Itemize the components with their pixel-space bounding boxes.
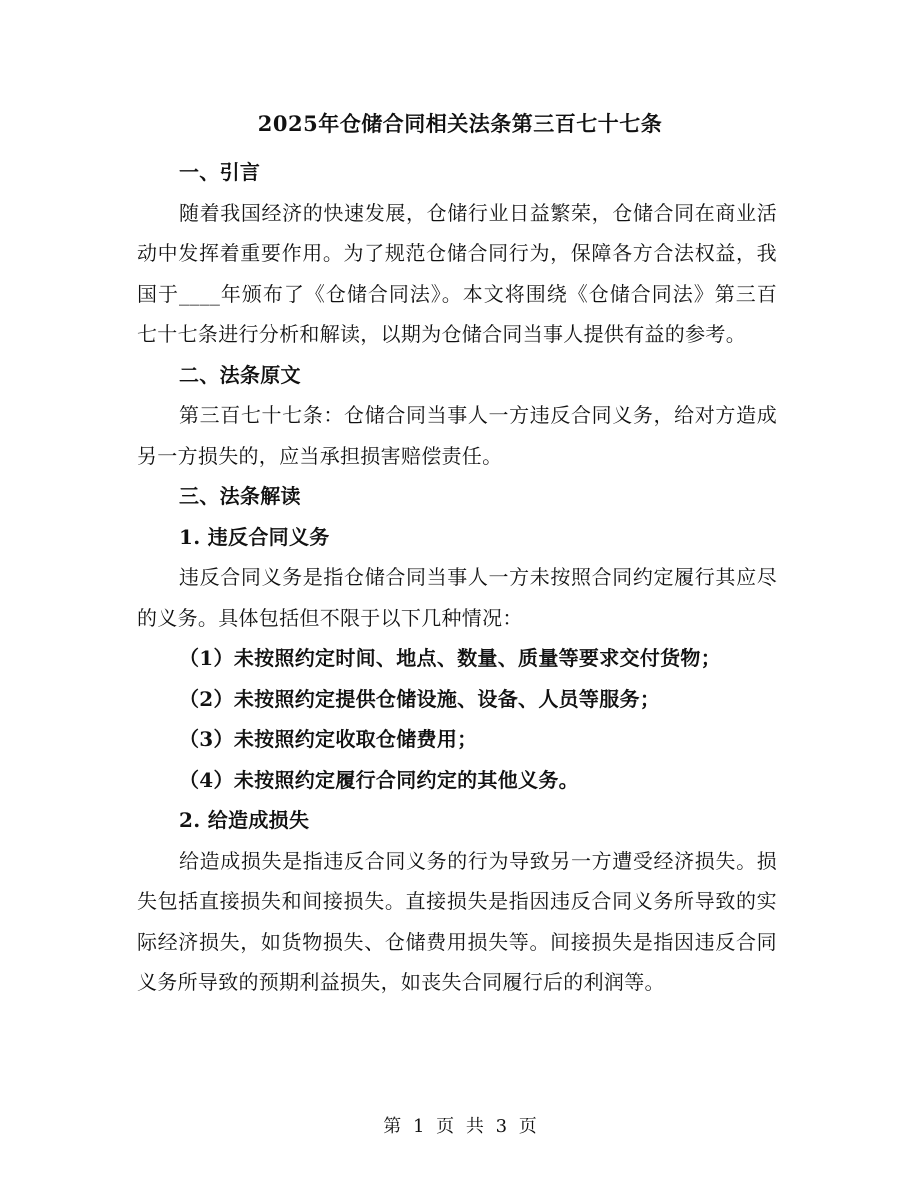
list-item: （3）未按照约定收取仓储费用； <box>179 727 478 751</box>
list-item: （4）未按照约定履行合同约定的其他义务。 <box>179 767 579 792</box>
paragraph-original: 第三百七十七条：仓储合同当事人一方违反合同义务，给对方造成另一方损失的，应当承担损害赔偿责任。 <box>137 403 777 468</box>
document-title: 2025年仓储合同相关法条第三百七十七条 <box>257 111 663 136</box>
subsection-heading-loss: 2. 给造成损失 <box>179 808 310 832</box>
paragraph-breach: 违反合同义务是指仓储合同当事人一方未按照合同约定履行其应尽的义务。具体包括但不限于以下几种情况： <box>137 565 777 630</box>
page-indicator: 第 1 页 共 3 页 <box>383 1116 537 1137</box>
list-item: （1）未按照约定时间、地点、数量、质量等要求交付货物； <box>179 646 722 670</box>
subsection-heading-breach: 1. 违反合同义务 <box>179 524 330 549</box>
paragraph-loss: 给造成损失是指违反合同义务的行为导致另一方遭受经济损失。损失包括直接损失和间接损失。直接损失是指因违反合同义务所导致的实际经济损失，如货物损失、仓储费用损失等。间接损失是指因违反合同义务所导致的预期利益损失，如丧失合同履行后的利润等。 <box>137 848 777 994</box>
section-heading-interpret: 三、法条解读 <box>179 484 301 508</box>
document-body <box>137 152 777 1003</box>
paragraph-intro: 随着我国经济的快速发展，仓储行业日益繁荣，仓储合同在商业活动中发挥着重要作用。为了规范仓储合同行为，保障各方合法权益，我国于____年颁布了《仓储合同法》。本文将围绕《仓储合同法》第三百七十七条进行分析和解读，以期为仓储合同当事人提供有益的参考。 <box>137 200 777 346</box>
section-heading-original: 二、法条原文 <box>179 362 301 387</box>
section-heading-intro: 一、引言 <box>179 160 261 184</box>
list-item: （2）未按照约定提供仓储设施、设备、人员等服务； <box>179 686 661 711</box>
